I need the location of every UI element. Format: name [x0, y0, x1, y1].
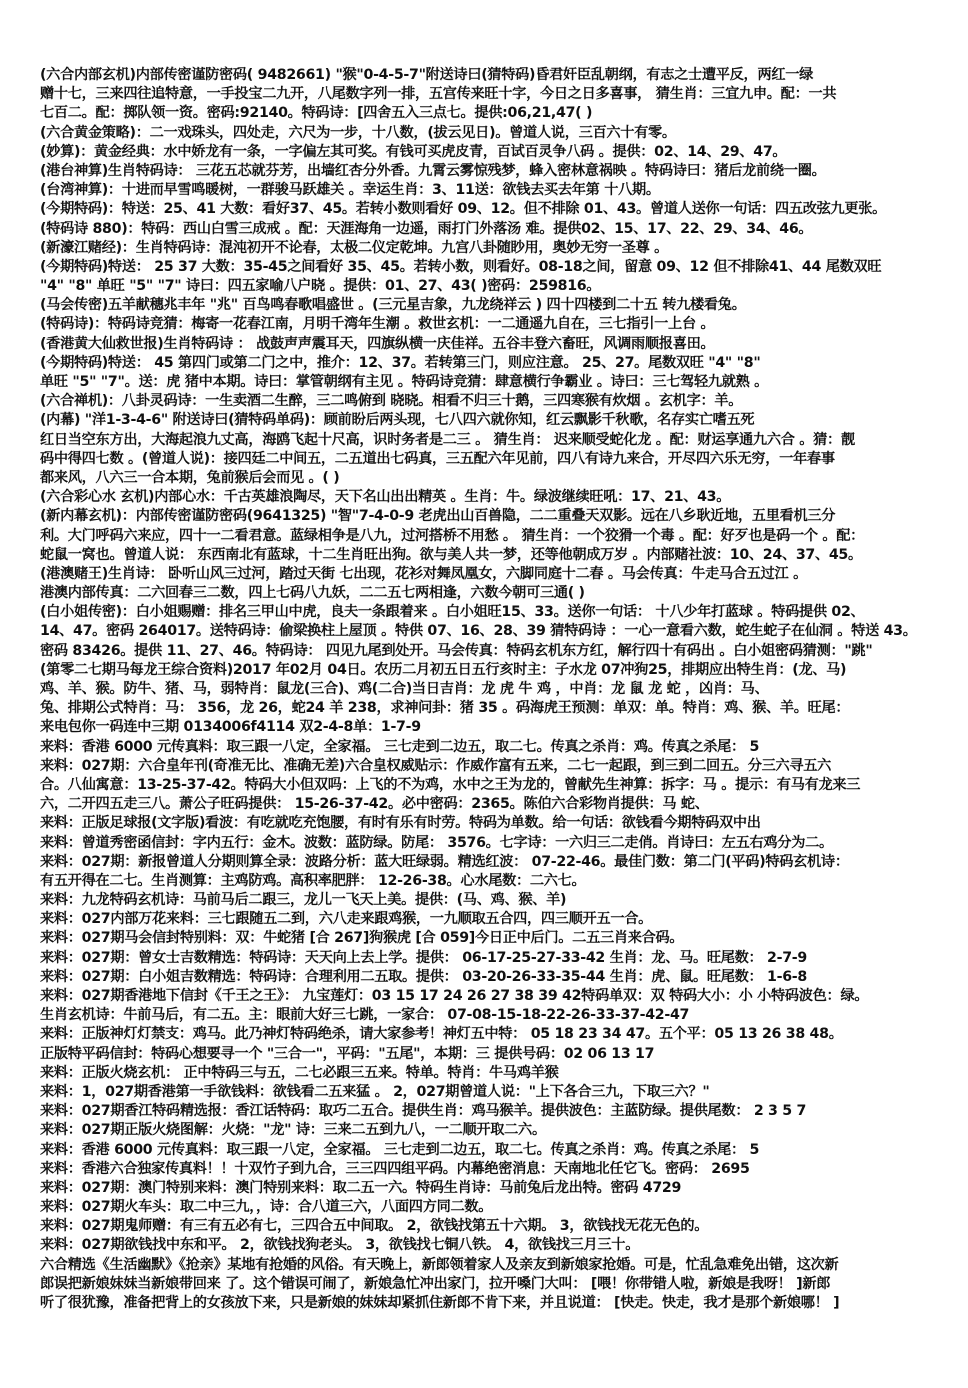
text-line: (特码诗 880)：特码：西山白雪三成戒 。配：天涯海角一边遥，雨打门外落汤 难。提供02、15、17、22、29、34、46。: [40, 220, 813, 237]
text-line: (妙算)：黄金经典：水中娇龙有一条，一字偏左其可奖。有钱可买虎皮青，百试百灵争八码 。提供：02、14、29、47。: [40, 143, 787, 160]
text-line: 来料：正版足球报(文字版)看波：有吃就吃充饱腰，有时有乐有时劳。特码为单数。给一句话：欲钱看今期特码双中出: [40, 815, 761, 832]
text-line: 来料：027内部万花来料：三七跟随五二到，六八走来跟鸡猴，一九顺取五合四，四三顺开五一合。: [40, 911, 652, 928]
text-line: 密码 83426。提供 11、27、46。特码诗： 四见九尾到处开。马会传真：特码玄机东方红，解行四十有码出 。白小姐密码猜测："跳": [40, 642, 873, 659]
text-line: 港澳内部传真：二六回春三二数，四上七码八九妖，二二五七两相逢，六数今朝可三通( ): [40, 585, 585, 602]
text-line: (今期特码)特送： 25 37 大数：35-45之间看好 35、45。若转小数，则看好。08-18之间，留意 09、12 但不排除41、44 尾数双旺: [40, 258, 882, 275]
text-line: (白小姐传密)：白小姐赐赠：排名三甲山中虎，良夫一条跟着来 。白小姐旺15、33。送你一句话： 十八少年打蓝球 。特码提供 02、: [40, 604, 865, 621]
text-line: 来料：027期马会信封特别料：双：牛蛇猪 [合 267]狗猴虎 [合 059]今日正中后门。二五三肖来合码。: [40, 930, 684, 947]
text-line: (六合黄金策略)：二一戏珠头，四处走，六尺为一步，十八数，(拔云见日)。曾道人说，三百六十有零。: [40, 124, 676, 141]
text-line: (港澳赌王)生肖诗： 卧听山风三过河，踏过天街 七出现，花衫对舞凤凰女，六脚同庭十二春 。马会传真：牛走马合五过江 。: [40, 565, 807, 582]
text-line: 来料：香港 6000 元传真料：取三跟一八定，全家福。 三七走到二边五，取二七。传真之杀肖：鸡。传真之杀尾： 5: [40, 1141, 760, 1158]
text-line: 合。八仙寓意：13-25-37-42。特码大小但双吗：上飞的不为鸡，水中之王为龙的，曾献先生神算：拆字：马 。提示：有马有龙来三: [40, 776, 861, 793]
text-line: 来料：027期香江特码精选报：香江话特码：取巧二五合。提供生肖：鸡马猴羊。提供波色：主蓝防绿。提供尾数： 2 3 5 7: [40, 1103, 807, 1120]
text-line: 来料：027期：新报曾道人分期则算全录：波路分析：蓝大旺绿弱。精选红波： 07-22-46。最佳门数：第二门(平码)特码玄机诗：: [40, 853, 849, 870]
text-line: 14、47。密码 264017。送特码诗：偷梁换柱上屋顶 。特供 07、16、28、39 猜特码诗 ：一心一意看六数，蛇生蛇子在仙洞 。特送 43。: [40, 623, 917, 640]
text-line: 鸡、羊、猴。防牛、猪、马，弱特肖：鼠龙(三合)、鸡(二合)当日吉肖：龙 虎 牛 鸡 ，中肖：龙 鼠 龙 蛇 ，凶肖：马、: [40, 681, 769, 697]
text-line: 六，二开四五走三八。萧公子旺码提供： 15-26-37-42。必中密码：2365。陈伯六合彩物肖提供：马 蛇、: [40, 796, 709, 813]
text-line: 蛇鼠一窝也。曾道人说： 东西南北有蓝球，十二生肖旺出狗。欲与美人共一梦，还等他朝成万岁 。内部赌社波：10、24、37、45。: [40, 546, 862, 563]
text-line: 来料：027期欲钱找中东和平。 2，欲钱找狗老头。 3，欲钱找七铜八铁。 4，欲钱找三月三十。: [40, 1237, 640, 1254]
text-line: "4" "8" 单旺 "5" "7" 诗曰：四五家喻八户晓 。提供：01、27、43( )密码：259816。: [40, 278, 601, 295]
text-line: (第零二七期马每龙王综合资料)2017 年02月 04日。农历二月初五日五行亥时主：子水龙 07冲狗25，排期应出特生肖：(龙、马): [40, 661, 847, 678]
text-line: (新濠江赌经)：生肖特码诗：混沌初开不论春，太极二仪定乾坤。九宫八卦随眇用，奥妙无穷一圣尊 。: [40, 239, 669, 256]
text-line: 来料：027期火车头：取二中三九，，诗：合八道三六，八面四方同二数。: [40, 1199, 493, 1216]
text-line: (特码诗)：特码诗竞猜：梅寄一花春江南，月明千湾年生潮 。救世玄机：一二通遥九自在，三七指引一上台 。: [40, 316, 715, 333]
text-line: 来电包你一码连中三期 0134006f4114 双2-4-8单：1-7-9: [40, 719, 421, 736]
text-line: 赠十七，三来四往追特意，一手投宝二九开，八尾数字列一排，五宫传来旺十字，今日之日多喜事， 猜生肖：三宜九申。配：一共: [40, 86, 837, 103]
text-line: 来料：香港 6000 元传真料：取三跟一八定，全家福。 三七走到二边五，取二七。传真之杀肖：鸡。传真之杀尾： 5: [40, 738, 760, 755]
text-line: 来料：香港六合独家传真料！！十双竹子到九合，三三四四组平码。内幕绝密消息：天南地北任它飞。密码： 2695: [40, 1160, 750, 1177]
text-line: (香港黄大仙救世报)生肖特码诗 ： 战鼓声声震耳天，四旗纵横一庆佳祥。五谷丰登六畜旺，风调雨顺报喜田。: [40, 335, 715, 352]
text-line: 来料：027期：白小姐吉数精选：特码诗：合理利用二五取。提供： 03-20-26-33-35-44 生肖：虎、鼠。旺尾数： 1-6-8: [40, 968, 807, 985]
text-line: 来料：027期香港地下信封《千王之王》： 九宝莲灯：03 15 17 24 26 27 38 39 42特码单双：双 特码大小：小 小特码波色：绿。: [40, 988, 869, 1004]
text-line: 六合精选《生活幽默》《抢亲》某地有抢婚的风俗。有天晚上，新郎领着家人及亲友到新娘家抢婚。可是，忙乱急难免出错，这次新: [40, 1256, 839, 1273]
text-line: 郎误把新娘妹妹当新娘带回来 了。这个错误可闹了，新娘急忙冲出家门，拉开嗓门大叫： [喂！你带错人啦，新娘是我呀！ ]新郎: [40, 1275, 831, 1292]
text-line: 码中得四七数 。(曾道人说)：接四廷二中间五，二五道出七码真，三五配六年见前，四八有诗九来合，开尽四六乐无穷，一年春事: [40, 450, 835, 467]
text-line: 有五开得在二七。生肖测算：主鸡防鸡。高积率肥胖： 12-26-38。心水尾数：二六七。: [40, 872, 586, 889]
text-line: 兔、排期公式特肖：马： 356，龙 26，蛇24 羊 238，求神问卦：猪 35 。码海虎王预测：单双：单。特肖：鸡、猴、羊。旺尾：: [40, 700, 850, 717]
text-line: 来料：九龙特码玄机诗：马前马后二跟三，龙儿一飞天上美。提供：(马、鸡、猴、羊): [40, 892, 567, 909]
text-line: 红日当空东方出，大海起浪九丈高，海鸥飞起十尺高，识时务者是二三 。 猜生肖： 迟来顺受蛇化龙 。配：财运享通九六合 。猜：靓: [40, 431, 855, 448]
text-line: 听了很犹豫，准备把背上的女孩放下来，只是新娘的妹妹却紧抓住新郎不肯下来，并且说道： [快走。快走，我才是那个新娘哪！ ]: [40, 1295, 840, 1311]
text-line: 来料：正版神灯灯禁支：鸡马。此乃神灯特码绝杀，请大家参考！神灯五中特： 05 18 23 34 47。五个平：05 13 26 38 48。: [40, 1026, 843, 1043]
text-line: (台湾神算)：十进而早雪鸣暖树，一群骏马跃雄关 。幸运生肖：3、11送：欲钱去买去年第 十八期。: [40, 182, 660, 199]
text-line: (今期特码)特送： 45 第四门或第二门之中，推介：12、37。若转第三门，则应注意。 25、27。尾数双旺 "4" "8": [40, 354, 761, 371]
text-line: 利。大门呼码六来应，四十一二看君意。蓝绿相争是八九，过河搭桥不用愁 。 猜生肖：一个狡猾一个毒 。配：好歹也是码一个 。配：: [40, 527, 865, 544]
text-line: 来料：027期正版火烧图解：火烧："龙" 诗：三来二五到九八，一二顺开取二六。: [40, 1122, 546, 1139]
text-line: 都来风，八六三一合本期，兔前猴后会而见 。( ): [40, 469, 340, 486]
text-line: (六合禅机)：八卦灵码诗：一生卖酒二生醉，三二鸣俯到 晓晓。相看不归三十鹅，三四寒猴有炊烟 。玄机字：羊。: [40, 393, 743, 410]
text-line: 单旺 "5" "7"。送：虎 猪中本期。诗曰：掌管朝纲有主见 。特码诗竞猜：肆意横行争霸业 。诗曰：三七驾轻九就熟 。: [40, 374, 769, 390]
text-line: 来料：正版火烧玄机： 正中特码三与五，二七必跟三五来。特单。特肖：牛马鸡羊猴: [40, 1064, 559, 1081]
text-line: (今期特码)：特送：25、41 大数：看好37、45。若转小数则看好 09、12。但不排除 01、43。曾道人送你一句话：四五改弦九更张。: [40, 201, 887, 218]
text-line: 正版特平码信封：特码心想要寻一个 "三合一"，平码："五尾"，本期：三 提供号码：02 06 13 17: [40, 1045, 655, 1062]
text-line: 来料：曾道秀密函信封：字内五行：金木。波数：蓝防绿。防尾： 3576。七字诗：一六归三二走俏。肖诗曰：左五右鸡分为二。: [40, 834, 833, 851]
text-line: (六合内部玄机)内部传密谨防密码( 9482661) "猴"0-4-5-7"附送诗曰(猜特码)昏君奸臣乱朝纲，有志之士遭平反，两红一绿: [40, 67, 813, 83]
text-line: 七百二。配：掷队领一资。密码:92140。特码诗：[四舍五入三点七。提供:06,21,47( ): [40, 105, 593, 122]
text-line: (内幕) "洋1-3-4-6" 附送诗曰(猜特码单码)：顾前盼后两头现，七八四六就你知，红云飘影千秋歌，名存实亡嗜五死: [40, 412, 755, 429]
text-line: (六合彩心水 玄机)内部心水：千古英雄浪陶尽，天下名山出出精英 。生肖：牛。绿波继续旺吼：17、21、43。: [40, 489, 731, 506]
text-line: 生肖玄机诗：牛前马后，有二五。主：眼前大好三七跳，一家合： 07-08-15-18-22-26-33-37-42-47: [40, 1007, 690, 1024]
text-line: 来料：027期：曾女士吉数精选：特码诗：天天向上去上学。提供： 06-17-25-27-33-42 生肖：龙、马。旺尾数： 2-7-9: [40, 949, 807, 966]
text-line: 来料：027期鬼师赠：有三有五必有七，三四合五中间取。 2，欲钱找第五十六期。 3，欲钱找无花无色的。: [40, 1218, 709, 1235]
text-line: 来料：027期：六合皇年刊(奇准无比、准确无差)六合皇权威贴示：作威作富有五来，二七一起跟，到三到二回五。分三六寻五六: [40, 757, 832, 774]
text-line: (港台神算)生肖特码诗： 三花五芯就芬芳，出墙红杏分外香。九霄云雾惊残梦，蜂入密林意祸映 。特码诗曰：猪后龙前绕一圈。: [40, 162, 826, 179]
text-line: (新内幕玄机)：内部传密谨防密码(9641325) "智"7-4-0-9 老虎出山百兽隐，二二重叠天双影。远在八乡耿近地，五里看机三分: [40, 508, 836, 525]
text-line: 来料：1，027期香港第一手欲钱料：欲钱看二五来猛 。 2，027期曾道人说："上下各合三九，下取三六？": [40, 1083, 710, 1100]
document-text-block: [40, 66, 940, 1313]
text-line: (马会传密)五羊献穗兆丰年 "兆" 百鸟鸣春歌唱盛世 。(三元星吉象，九龙绕祥云 ) 四十四楼到二十五 转九楼看兔。: [40, 297, 746, 314]
text-line: 来料：027期：澳门特别来料：澳门特别来料：取二五一六。特码生肖诗：马前兔后龙出特。密码 4729: [40, 1179, 682, 1196]
